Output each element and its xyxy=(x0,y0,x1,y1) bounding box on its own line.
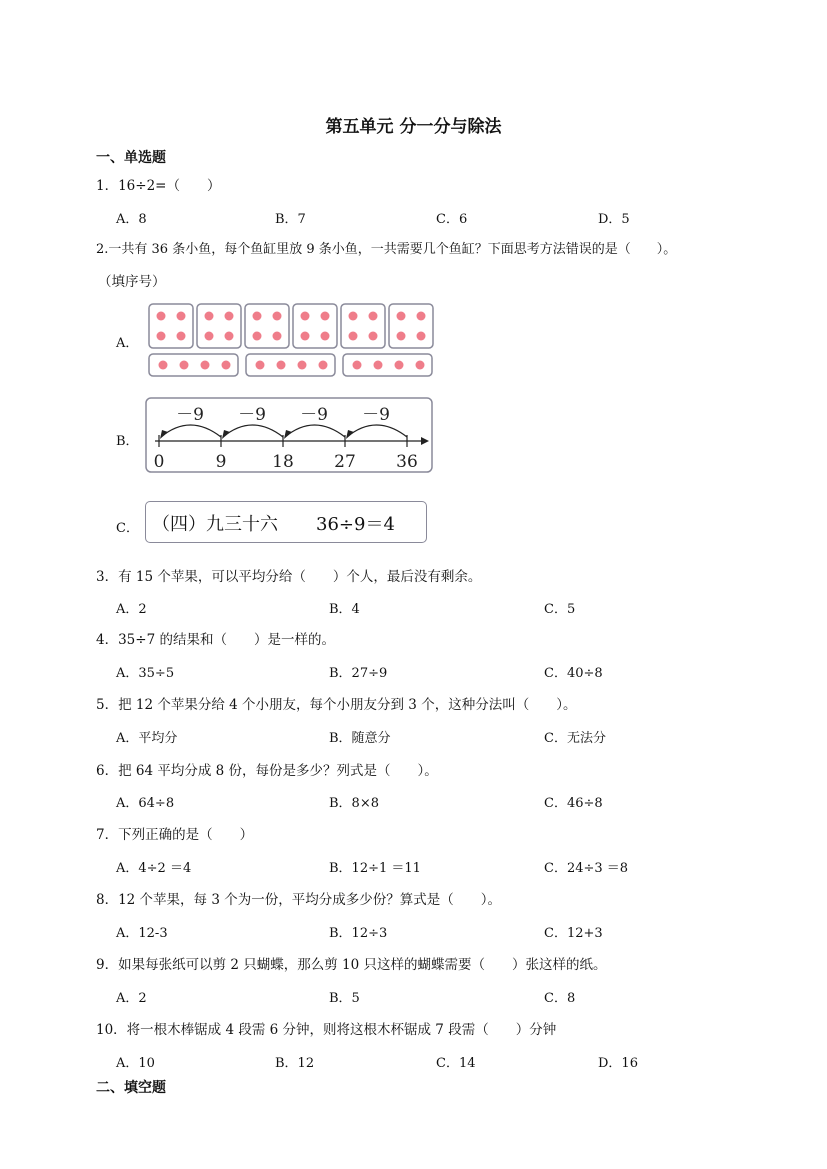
question-10: 10．将一根木棒锯成 4 段需 6 分钟，则将这根木杯锯成 7 段需（ ）分钟 xyxy=(96,1022,557,1038)
q6-option-c[interactable]: C．46÷8 xyxy=(544,796,603,811)
q7-option-b[interactable]: B．12÷1 ＝11 xyxy=(329,861,421,876)
jump-label: －9 xyxy=(176,405,204,425)
number-line-tick-label: 9 xyxy=(215,452,227,472)
dot xyxy=(273,312,282,321)
dot xyxy=(157,332,166,341)
question-9: 9．如果每张纸可以剪 2 只蝴蝶，那么剪 10 只这样的蝴蝶需要（ ）张这样的纸。 xyxy=(96,957,607,973)
question-7: 7．下列正确的是（ ） xyxy=(96,827,254,843)
number-line-tick-label: 36 xyxy=(396,452,418,472)
q5-option-b[interactable]: B．随意分 xyxy=(329,731,391,746)
dot xyxy=(397,312,406,321)
dot-groups xyxy=(149,304,433,376)
dot xyxy=(301,332,310,341)
section-heading-fill-blank: 二、填空题 xyxy=(96,1080,166,1096)
q2-figure-b-number-line xyxy=(145,397,435,475)
dot xyxy=(225,312,234,321)
dot xyxy=(369,312,378,321)
q3-option-a[interactable]: A．2 xyxy=(116,602,147,617)
dot xyxy=(205,312,214,321)
q8-option-a[interactable]: A．12-3 xyxy=(116,926,168,941)
q2-option-a[interactable]: A． xyxy=(116,336,139,351)
q7-option-a[interactable]: A．4÷2 ＝4 xyxy=(116,861,192,876)
dot xyxy=(301,312,310,321)
q2-option-c[interactable]: C． xyxy=(116,521,139,536)
dot-box-square xyxy=(341,304,385,348)
dot xyxy=(417,332,426,341)
jump-arc xyxy=(347,425,407,437)
jump-label: －9 xyxy=(362,405,390,425)
dot xyxy=(369,332,378,341)
jump-arrowhead xyxy=(284,430,292,439)
q4-option-c[interactable]: C．40÷8 xyxy=(544,666,603,681)
q2-figure-a-dots xyxy=(148,303,438,379)
dot xyxy=(397,332,406,341)
q6-option-a[interactable]: A．64÷8 xyxy=(116,796,175,811)
q10-option-a[interactable]: A．10 xyxy=(116,1056,155,1071)
question-2: 2.一共有 36 条小鱼，每个鱼缸里放 9 条小鱼，一共需要几个鱼缸？下面思考方法错误的是（ ）。 xyxy=(96,242,677,257)
q10-option-b[interactable]: B．12 xyxy=(275,1056,315,1071)
dot xyxy=(222,361,231,370)
question-3: 3．有 15 个苹果，可以平均分给（ ）个人，最后没有剩余。 xyxy=(96,569,482,585)
q4-option-a[interactable]: A．35÷5 xyxy=(116,666,175,681)
dot xyxy=(273,332,282,341)
jump-label: －9 xyxy=(238,405,266,425)
dot xyxy=(253,312,262,321)
number-line-arrow xyxy=(421,437,429,445)
dot xyxy=(321,332,330,341)
dot xyxy=(416,361,425,370)
q1-option-b[interactable]: B．7 xyxy=(275,212,306,227)
number-line-marks xyxy=(154,405,418,472)
q1-option-c[interactable]: C．6 xyxy=(436,212,468,227)
dot xyxy=(177,332,186,341)
dot xyxy=(395,361,404,370)
dot xyxy=(157,312,166,321)
dot-box-square xyxy=(293,304,337,348)
dot xyxy=(298,361,307,370)
q10-option-d[interactable]: D．16 xyxy=(598,1056,638,1071)
dot xyxy=(353,361,362,370)
question-8: 8．12 个苹果，每 3 个为一份，平均分成多少份？算式是（ ）。 xyxy=(96,892,501,908)
q1-option-a[interactable]: A．8 xyxy=(116,212,147,227)
figure-c-equation: 36÷9＝4 xyxy=(316,514,395,535)
dot xyxy=(277,361,286,370)
dot xyxy=(177,312,186,321)
dot xyxy=(256,361,265,370)
jump-arrowhead xyxy=(160,430,168,439)
dot xyxy=(225,332,234,341)
question-2-note: （填序号） xyxy=(98,274,166,290)
dot xyxy=(349,312,358,321)
question-5: 5．把 12 个苹果分给 4 个小朋友，每个小朋友分到 3 个，这种分法叫（ ）。 xyxy=(96,697,577,713)
q7-option-c[interactable]: C．24÷3 ＝8 xyxy=(544,861,629,876)
dot-box-square xyxy=(197,304,241,348)
jump-arc xyxy=(223,425,283,437)
q6-option-b[interactable]: B．8×8 xyxy=(329,796,379,811)
page-title: 第五单元 分一分与除法 xyxy=(325,117,502,137)
dot-box-square xyxy=(389,304,433,348)
q4-option-b[interactable]: B．27÷9 xyxy=(329,666,388,681)
q1-option-d[interactable]: D．5 xyxy=(598,212,630,227)
dot-box-square xyxy=(245,304,289,348)
section-heading-single-choice: 一、单选题 xyxy=(96,150,166,166)
q5-option-a[interactable]: A．平均分 xyxy=(116,731,178,746)
number-line-tick-label: 27 xyxy=(334,452,356,472)
jump-arc xyxy=(285,425,345,437)
dot xyxy=(417,312,426,321)
dot xyxy=(349,332,358,341)
number-line-tick-label: 0 xyxy=(153,452,165,472)
q8-option-b[interactable]: B．12÷3 xyxy=(329,926,388,941)
dot xyxy=(201,361,210,370)
q2-figure-c-box xyxy=(145,501,427,543)
q5-option-c[interactable]: C．无法分 xyxy=(544,731,606,746)
dot xyxy=(205,332,214,341)
number-line-tick-label: 18 xyxy=(272,452,294,472)
question-1: 1．16÷2=（ ） xyxy=(96,178,221,194)
jump-arrowhead xyxy=(346,430,354,439)
jump-arrowhead xyxy=(222,430,230,439)
dot-box-square xyxy=(149,304,193,348)
q10-option-c[interactable]: C．14 xyxy=(436,1056,476,1071)
q8-option-c[interactable]: C．12+3 xyxy=(544,926,603,941)
jump-label: －9 xyxy=(300,405,328,425)
q9-option-b[interactable]: B．5 xyxy=(329,991,360,1006)
dot xyxy=(321,312,330,321)
dot xyxy=(374,361,383,370)
question-4: 4．35÷7 的结果和（ ）是一样的。 xyxy=(96,632,335,648)
question-6: 6．把 64 平均分成 8 份，每份是多少？列式是（ ）。 xyxy=(96,763,438,779)
q9-option-c[interactable]: C．8 xyxy=(544,991,576,1006)
dot xyxy=(253,332,262,341)
dot xyxy=(159,361,168,370)
dot xyxy=(319,361,328,370)
q2-option-b[interactable]: B． xyxy=(116,434,139,449)
dot xyxy=(180,361,189,370)
figure-c-rhyme: （四）九三十六 xyxy=(152,514,278,535)
jump-arc xyxy=(161,425,221,437)
q9-option-a[interactable]: A．2 xyxy=(116,991,147,1006)
q3-option-b[interactable]: B．4 xyxy=(329,602,360,617)
q3-option-c[interactable]: C．5 xyxy=(544,602,576,617)
